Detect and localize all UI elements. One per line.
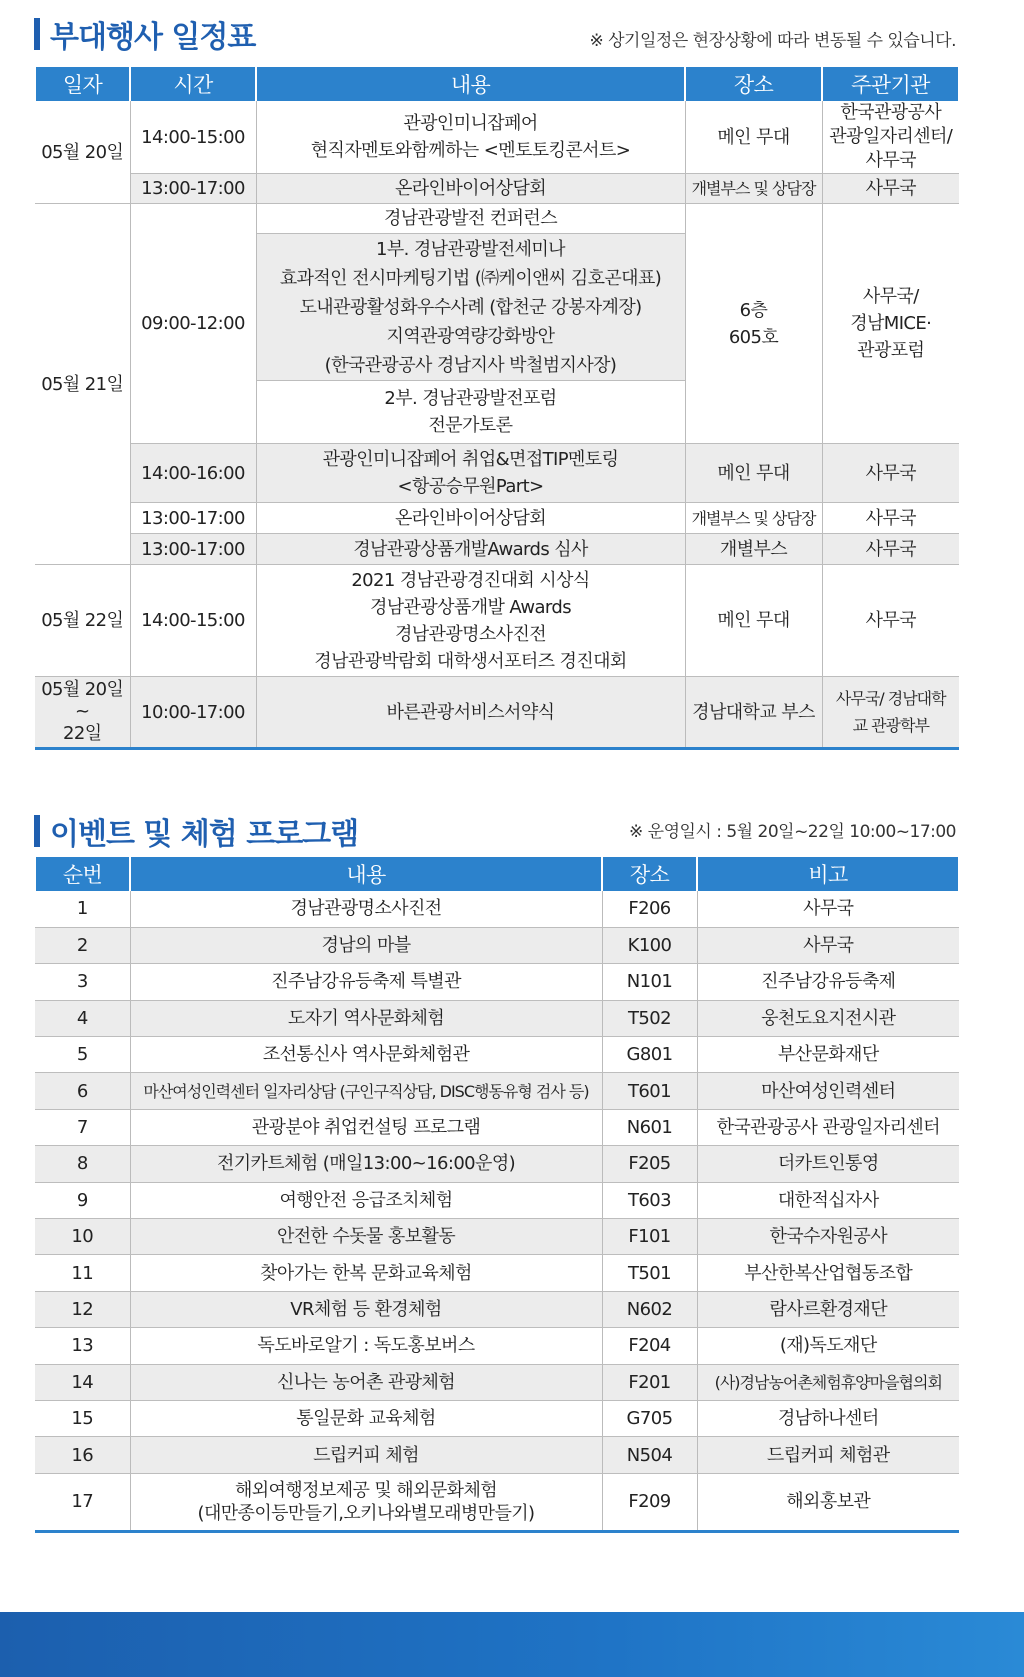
time-cell: 14:00-15:00 [130, 101, 256, 174]
place-cell: T603 [602, 1182, 697, 1218]
remark-cell: 더카트인통영 [697, 1146, 959, 1182]
events-body [35, 891, 959, 1531]
time-cell: 10:00-17:00 [130, 677, 256, 749]
number-cell: 17 [35, 1473, 130, 1531]
number-cell: 9 [35, 1182, 130, 1218]
place-cell [685, 204, 822, 444]
remark-cell: 경남하나센터 [697, 1400, 959, 1436]
place-cell: 개별부스 및 상담장 [685, 174, 822, 204]
events-note: ※ 운영일시 : 5월 20일~22일 10:00~17:00 [629, 822, 956, 842]
content-cell [256, 381, 685, 444]
events-title: 이벤트 및 체험 프로그램 [50, 817, 359, 852]
table-row [35, 927, 959, 963]
place-cell: 개별부스 [685, 534, 822, 565]
number-cell: 1 [35, 891, 130, 927]
content-line: 도내관광활성화우수사례 (합천군 강봉자계장) [299, 296, 642, 318]
header-date: 일자 [35, 67, 130, 101]
content-cell: 경남의 마블 [130, 927, 602, 963]
table-row [35, 174, 959, 204]
header-content: 내용 [130, 857, 602, 891]
content-cell: 통일문화 교육체험 [130, 1400, 602, 1436]
organizer-line: 관광일자리센터/ [829, 126, 953, 147]
organizer-cell: 사무국 [822, 174, 959, 204]
remark-cell: 람사르환경재단 [697, 1291, 959, 1327]
content-line: 관광인미니잡페어 [403, 113, 538, 134]
table-row [35, 1219, 959, 1255]
content-line: 관광인미니잡페어 취업&면접TIP멘토링 [322, 449, 619, 470]
organizer-cell [822, 204, 959, 444]
content-line: <항공승무원Part> [397, 476, 544, 497]
number-cell: 12 [35, 1291, 130, 1327]
content-cell: 독도바로알기 : 독도홍보버스 [130, 1328, 602, 1364]
schedule-table [34, 67, 960, 750]
content-cell [256, 234, 685, 381]
place-cell: 메인 무대 [685, 101, 822, 174]
content-line: 경남관광박람회 대학생서포터즈 경진대회 [314, 650, 627, 672]
date-line: 05월 20일 [41, 679, 124, 700]
organizer-line: 한국관광공사 [840, 102, 942, 123]
remark-cell: 해외홍보관 [697, 1473, 959, 1531]
content-cell: VR체험 등 환경체험 [130, 1291, 602, 1327]
content-line: 1부. 경남관광발전세미나 [376, 238, 565, 260]
title-accent-bar [34, 815, 40, 847]
remark-cell: 한국관광공사 관광일자리센터 [697, 1109, 959, 1145]
number-cell: 5 [35, 1037, 130, 1073]
schedule-title: 부대행사 일정표 [50, 20, 256, 55]
place-cell: T501 [602, 1255, 697, 1291]
content-cell: 전기카트체험 (매일13:00~16:00운영) [130, 1146, 602, 1182]
date-cell: 05월 20일 [35, 101, 130, 204]
header-content: 내용 [256, 67, 685, 101]
table-row [35, 1182, 959, 1218]
place-cell: 메인 무대 [685, 565, 822, 677]
time-cell: 09:00-12:00 [130, 204, 256, 444]
place-cell: N504 [602, 1437, 697, 1473]
content-cell: 경남관광명소사진전 [130, 891, 602, 927]
content-cell: 온라인바이어상담회 [256, 174, 685, 204]
number-cell: 10 [35, 1219, 130, 1255]
place-cell: F101 [602, 1219, 697, 1255]
date-cell [35, 677, 130, 749]
content-cell: 바른관광서비스서약식 [256, 677, 685, 749]
content-cell: 경남관광발전 컨퍼런스 [256, 204, 685, 234]
content-cell: 여행안전 응급조치체험 [130, 1182, 602, 1218]
remark-cell: 대한적십자사 [697, 1182, 959, 1218]
events-header-row [35, 857, 959, 891]
table-row [35, 1291, 959, 1327]
organizer-cell [822, 677, 959, 749]
remark-cell: 웅천도요지전시관 [697, 1000, 959, 1036]
time-cell: 13:00-17:00 [130, 503, 256, 534]
number-cell: 8 [35, 1146, 130, 1182]
organizer-line: 경남MICE· [850, 313, 932, 334]
events-table [34, 857, 960, 1533]
content-line: 경남관광상품개발 Awards [369, 596, 572, 618]
header-remark: 비고 [697, 857, 959, 891]
time-cell: 13:00-17:00 [130, 534, 256, 565]
remark-cell: 부산한복산업협동조합 [697, 1255, 959, 1291]
table-row [35, 1073, 959, 1109]
remark-cell: 진주남강유등축제 [697, 964, 959, 1000]
content-cell: 관광분야 취업컨설팅 프로그램 [130, 1109, 602, 1145]
time-cell: 13:00-17:00 [130, 174, 256, 204]
footer-bar [0, 1612, 1024, 1677]
place-cell: F204 [602, 1328, 697, 1364]
schedule-note: ※ 상기일정은 현장상황에 따라 변동될 수 있습니다. [589, 31, 956, 51]
organizer-line: 관광포럼 [857, 340, 925, 361]
organizer-line: 사무국 [865, 150, 916, 171]
number-cell: 4 [35, 1000, 130, 1036]
place-cell: T502 [602, 1000, 697, 1036]
schedule-header-row [35, 67, 959, 101]
date-cell: 05월 21일 [35, 204, 130, 565]
header-number: 순번 [35, 857, 130, 891]
organizer-cell: 사무국 [822, 565, 959, 677]
place-cell: F201 [602, 1364, 697, 1400]
table-row [35, 964, 959, 1000]
content-cell [256, 444, 685, 503]
header-place: 장소 [602, 857, 697, 891]
content-cell: 도자기 역사문화체험 [130, 1000, 602, 1036]
number-cell: 15 [35, 1400, 130, 1436]
number-cell: 2 [35, 927, 130, 963]
time-cell: 14:00-16:00 [130, 444, 256, 503]
place-line: 6층 [739, 299, 768, 321]
table-row [35, 1037, 959, 1073]
organizer-line: 사무국/ 경남대학 [835, 689, 946, 708]
remark-cell: 마산여성인력센터 [697, 1073, 959, 1109]
table-row [35, 1146, 959, 1182]
number-cell: 14 [35, 1364, 130, 1400]
remark-cell: 한국수자원공사 [697, 1219, 959, 1255]
content-cell: 안전한 수돗물 홍보활동 [130, 1219, 602, 1255]
remark-cell: (재)독도재단 [697, 1328, 959, 1364]
place-cell: F209 [602, 1473, 697, 1531]
number-cell: 3 [35, 964, 130, 1000]
table-row [35, 1437, 959, 1473]
content-line: (대만종이등만들기,오키나와별모래병만들기) [197, 1502, 535, 1524]
content-cell [130, 1473, 602, 1531]
place-line: 605호 [728, 326, 779, 348]
place-cell: N602 [602, 1291, 697, 1327]
place-cell: G801 [602, 1037, 697, 1073]
number-cell: 16 [35, 1437, 130, 1473]
date-line: ~ [75, 701, 90, 722]
schedule-section-title [34, 12, 255, 56]
organizer-cell: 사무국 [822, 503, 959, 534]
content-line: 경남관광명소사진전 [394, 623, 547, 645]
table-row [35, 1328, 959, 1364]
table-row [35, 1473, 959, 1531]
content-cell: 진주남강유등축제 특별관 [130, 964, 602, 1000]
content-line: 전문가토론 [428, 415, 513, 436]
header-time: 시간 [130, 67, 256, 101]
content-cell: 신나는 농어촌 관광체험 [130, 1364, 602, 1400]
title-accent-bar [34, 18, 40, 50]
number-cell: 7 [35, 1109, 130, 1145]
place-cell: 경남대학교 부스 [685, 677, 822, 749]
organizer-line: 사무국/ [862, 286, 919, 307]
table-row [35, 891, 959, 927]
content-line: 2021 경남관광경진대회 시상식 [351, 569, 590, 591]
organizer-line: 교 관광학부 [852, 716, 929, 735]
remark-cell: 사무국 [697, 891, 959, 927]
header-place: 장소 [685, 67, 822, 101]
content-line: 지역관광역량강화방안 [386, 325, 555, 347]
content-cell [256, 101, 685, 174]
table-row [35, 1400, 959, 1436]
place-cell: N601 [602, 1109, 697, 1145]
table-row [35, 444, 959, 503]
remark-cell: 사무국 [697, 927, 959, 963]
table-row [35, 1109, 959, 1145]
number-cell: 13 [35, 1328, 130, 1364]
organizer-cell: 사무국 [822, 444, 959, 503]
content-line: 2부. 경남관광발전포럼 [384, 388, 557, 409]
place-cell: K100 [602, 927, 697, 963]
remark-cell: 드립커피 체험관 [697, 1437, 959, 1473]
place-cell: T601 [602, 1073, 697, 1109]
content-cell: 경남관광상품개발Awards 심사 [256, 534, 685, 565]
content-line: 효과적인 전시마케팅기법 (㈜케이앤씨 김호곤대표) [279, 267, 662, 289]
events-section-title [34, 809, 358, 853]
date-line: 22일 [63, 723, 102, 744]
content-cell: 조선통신사 역사문화체험관 [130, 1037, 602, 1073]
place-cell: F206 [602, 891, 697, 927]
content-cell [256, 565, 685, 677]
number-cell: 11 [35, 1255, 130, 1291]
content-line: 해외여행정보제공 및 해외문화체험 [234, 1479, 498, 1501]
number-cell: 6 [35, 1073, 130, 1109]
content-cell: 찾아가는 한복 문화교육체험 [130, 1255, 602, 1291]
remark-cell: 부산문화재단 [697, 1037, 959, 1073]
organizer-cell [822, 101, 959, 174]
content-line: 현직자멘토와함께하는 <멘토토킹콘서트> [310, 140, 631, 161]
table-row [35, 204, 959, 234]
content-line: (한국관광공사 경남지사 박철범지사장) [324, 354, 617, 376]
table-row [35, 1364, 959, 1400]
place-cell: 메인 무대 [685, 444, 822, 503]
organizer-cell: 사무국 [822, 534, 959, 565]
table-row [35, 101, 959, 174]
table-row [35, 503, 959, 534]
table-row [35, 534, 959, 565]
time-cell: 14:00-15:00 [130, 565, 256, 677]
table-row [35, 1255, 959, 1291]
remark-cell: (사)경남농어촌체험휴양마을협의회 [697, 1364, 959, 1400]
content-cell: 드립커피 체험 [130, 1437, 602, 1473]
place-cell: G705 [602, 1400, 697, 1436]
table-row [35, 1000, 959, 1036]
date-cell: 05월 22일 [35, 565, 130, 677]
place-cell: N101 [602, 964, 697, 1000]
table-row [35, 565, 959, 677]
content-cell: 마산여성인력센터 일자리상담 (구인구직상담, DISC행동유형 검사 등) [130, 1073, 602, 1109]
content-cell: 온라인바이어상담회 [256, 503, 685, 534]
place-cell: 개별부스 및 상담장 [685, 503, 822, 534]
table-row [35, 677, 959, 749]
header-organizer: 주관기관 [822, 67, 959, 101]
place-cell: F205 [602, 1146, 697, 1182]
